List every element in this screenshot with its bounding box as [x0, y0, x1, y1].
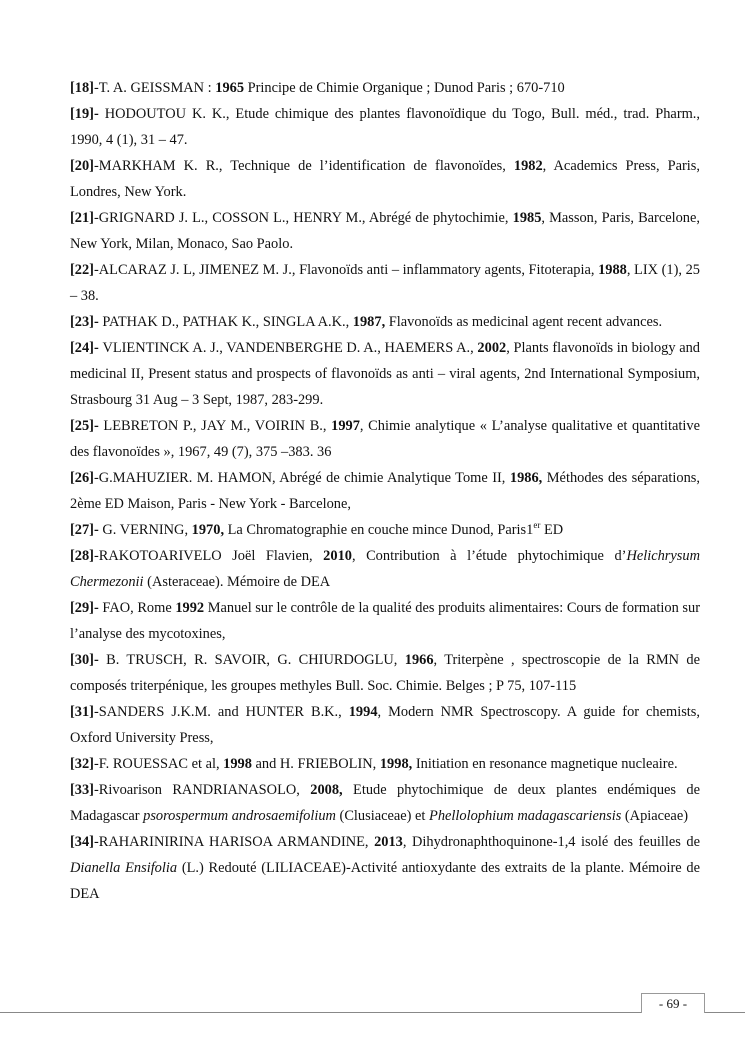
reference-text: FAO, Rome [102, 600, 176, 616]
reference-text: -F. ROUESSAC et al, [93, 756, 224, 772]
reference-italic-text: Helichrysum Chermezonii [70, 548, 700, 590]
reference-entry [70, 309, 700, 335]
reference-bold-text: [29]- [70, 600, 103, 616]
reference-text: , Modern NMR Spectroscopy. A guide for chemists, Oxford University Press, [70, 704, 700, 746]
reference-bold-text: 1997 [331, 418, 360, 434]
reference-text: VLIENTINCK A. J., VANDENBERGHE D. A., HAEMERS A., [102, 340, 478, 356]
reference-text: HODOUTOU K. K., Etude chimique des plantes flavonoïdique du Togo, Bull. méd., trad. Pharm., 1990, 4 (1), 31 – 47. [70, 106, 700, 148]
reference-text: -G.MAHUZIER. M. HAMON, Abrégé de chimie Analytique Tome II, [93, 470, 510, 486]
reference-text: La Chromatographie en couche mince Dunod, Paris1 [224, 522, 534, 538]
reference-bold-text: 1986, [509, 470, 543, 486]
reference-text: -GRIGNARD J. L., COSSON L., HENRY M., Abrégé de phytochimie, [93, 210, 513, 226]
reference-bold-text: [19]- [70, 106, 105, 122]
reference-text: (Apiaceae) [621, 808, 689, 824]
reference-bold-text: 1998, [379, 756, 413, 772]
reference-entry [70, 465, 700, 517]
reference-text: -RAHARINIRINA HARISOA ARMANDINE, [93, 834, 375, 850]
reference-text: , Plants flavonoïds in biology and medicinal II, Present status and prospects of flavonoïds as anti – viral agents, 2nd International Symposium, Strasbourg 31 Aug – 3 Sept, 1987, 283-299. [70, 340, 701, 408]
reference-text: -MARKHAM K. R., Technique de l’identification de flavonoïdes, [93, 158, 514, 174]
reference-entry [70, 699, 700, 751]
reference-text: , Masson, Paris, Barcelone, New York, Milan, Monaco, Sao Paolo. [70, 210, 700, 252]
reference-text: -SANDERS J.K.M. and HUNTER B.K., [93, 704, 349, 720]
reference-text: LEBRETON P., JAY M., VOIRIN B., [103, 418, 332, 434]
reference-entry [70, 257, 700, 309]
reference-bold-text: 1988 [598, 262, 627, 278]
reference-bold-text: 1987, [352, 314, 386, 330]
reference-text: ED [540, 522, 564, 538]
reference-bold-text: 1965 [215, 80, 245, 96]
reference-bold-text: [23]- [70, 314, 103, 330]
reference-text: -Rivoarison RANDRIANASOLO, [93, 782, 311, 798]
reference-text: Manuel sur le contrôle de la qualité des produits alimentaires: Cours de formation sur l’analyse des mycotoxines, [70, 600, 700, 642]
reference-text: , LIX (1), 25 – 38. [70, 262, 700, 304]
reference-superscript: er [533, 520, 541, 531]
reference-text: (L.) Redouté (LILIACEAE)-Activité antioxydante des extraits de la plante. Mémoire de DEA [70, 860, 700, 902]
reference-entry [70, 101, 700, 153]
reference-bold-text: [32] [70, 756, 94, 772]
reference-bold-text: 1982 [513, 158, 543, 174]
reference-bold-text: 1992 [175, 600, 205, 616]
reference-bold-text: 2008, [310, 782, 343, 798]
reference-bold-text: [31] [70, 704, 94, 720]
reference-entry [70, 517, 700, 543]
reference-bold-text: [24]- [70, 340, 103, 356]
reference-entry [70, 751, 700, 777]
reference-text: Initiation en resonance magnetique nucleaire. [412, 756, 678, 772]
reference-text: (Clusiaceae) et [335, 808, 430, 824]
reference-bold-text: [28] [70, 548, 94, 564]
reference-entry [70, 153, 700, 205]
reference-entry [70, 75, 700, 101]
reference-bold-text: [26] [70, 470, 94, 486]
reference-list [70, 75, 700, 907]
reference-bold-text: [25]- [70, 418, 104, 434]
reference-text: -RAKOTOARIVELO Joël Flavien, [93, 548, 324, 564]
footer-divider [0, 1012, 745, 1013]
reference-text: PATHAK D., PATHAK K., SINGLA A.K., [102, 314, 353, 330]
reference-text: , Triterpène , spectroscopie de la RMN de composés triterpénique, les groupes methyles Bull. Soc. Chimie. Belges ; P 75, 107-115 [70, 652, 700, 694]
reference-entry [70, 647, 700, 699]
reference-entry [70, 543, 700, 595]
reference-bold-text: 1985 [512, 210, 542, 226]
reference-entry [70, 335, 700, 413]
reference-bold-text: [27]- [70, 522, 103, 538]
reference-italic-text: psorospermum androsaemifolium [143, 808, 336, 824]
reference-text: B. TRUSCH, R. SAVOIR, G. CHIURDOGLU, [106, 652, 405, 668]
reference-text: Etude phytochimique de deux plantes endémiques de Madagascar [70, 782, 700, 824]
reference-bold-text: [20] [70, 158, 94, 174]
reference-text: , Dihydronaphthoquinone-1,4 isolé des feuilles de [402, 834, 701, 850]
reference-bold-text: 2010 [323, 548, 352, 564]
reference-bold-text: 2013 [374, 834, 403, 850]
reference-text: (Asteraceae). Mémoire de DEA [143, 574, 331, 590]
reference-bold-text: [21] [70, 210, 94, 226]
reference-text: and H. FRIEBOLIN, [251, 756, 380, 772]
reference-text: , Academics Press, Paris, Londres, New York. [70, 158, 700, 200]
reference-bold-text: [33] [70, 782, 94, 798]
reference-text: , Contribution à l’étude phytochimique d’ [351, 548, 627, 564]
reference-bold-text: [22] [70, 262, 94, 278]
reference-entry [70, 413, 700, 465]
reference-bold-text: [34] [70, 834, 94, 850]
reference-text: Principe de Chimie Organique ; Dunod Paris ; 670-710 [244, 80, 565, 96]
reference-entry [70, 205, 700, 257]
reference-italic-text: Phellolophium madagascariensis [429, 808, 622, 824]
reference-bold-text: 1966 [404, 652, 434, 668]
reference-bold-text: 1970, [191, 522, 225, 538]
page-number: - 69 - [641, 993, 705, 1013]
reference-text: G. VERNING, [102, 522, 192, 538]
reference-bold-text: [30]- [70, 652, 107, 668]
reference-bold-text: 2002 [477, 340, 507, 356]
reference-text: -ALCARAZ J. L, JIMENEZ M. J., Flavonoïds anti – inflammatory agents, Fitoterapia, [93, 262, 599, 278]
reference-text: , Chimie analytique « L’analyse qualitative et quantitative des flavonoïdes », 1967, 49 (7), 375 –383. 36 [70, 418, 700, 460]
reference-entry [70, 595, 700, 647]
reference-entry [70, 829, 700, 907]
reference-entry [70, 777, 700, 829]
reference-italic-text: Dianella Ensifolia [70, 860, 178, 876]
reference-bold-text: 1994 [348, 704, 378, 720]
reference-bold-text: 1998 [223, 756, 252, 772]
reference-text: Flavonoïds as medicinal agent recent advances. [385, 314, 663, 330]
reference-bold-text: [18] [70, 80, 94, 96]
reference-text: Méthodes des séparations, 2ème ED Maison, Paris - New York - Barcelone, [70, 470, 700, 512]
reference-text: -T. A. GEISSMAN : [93, 80, 216, 96]
